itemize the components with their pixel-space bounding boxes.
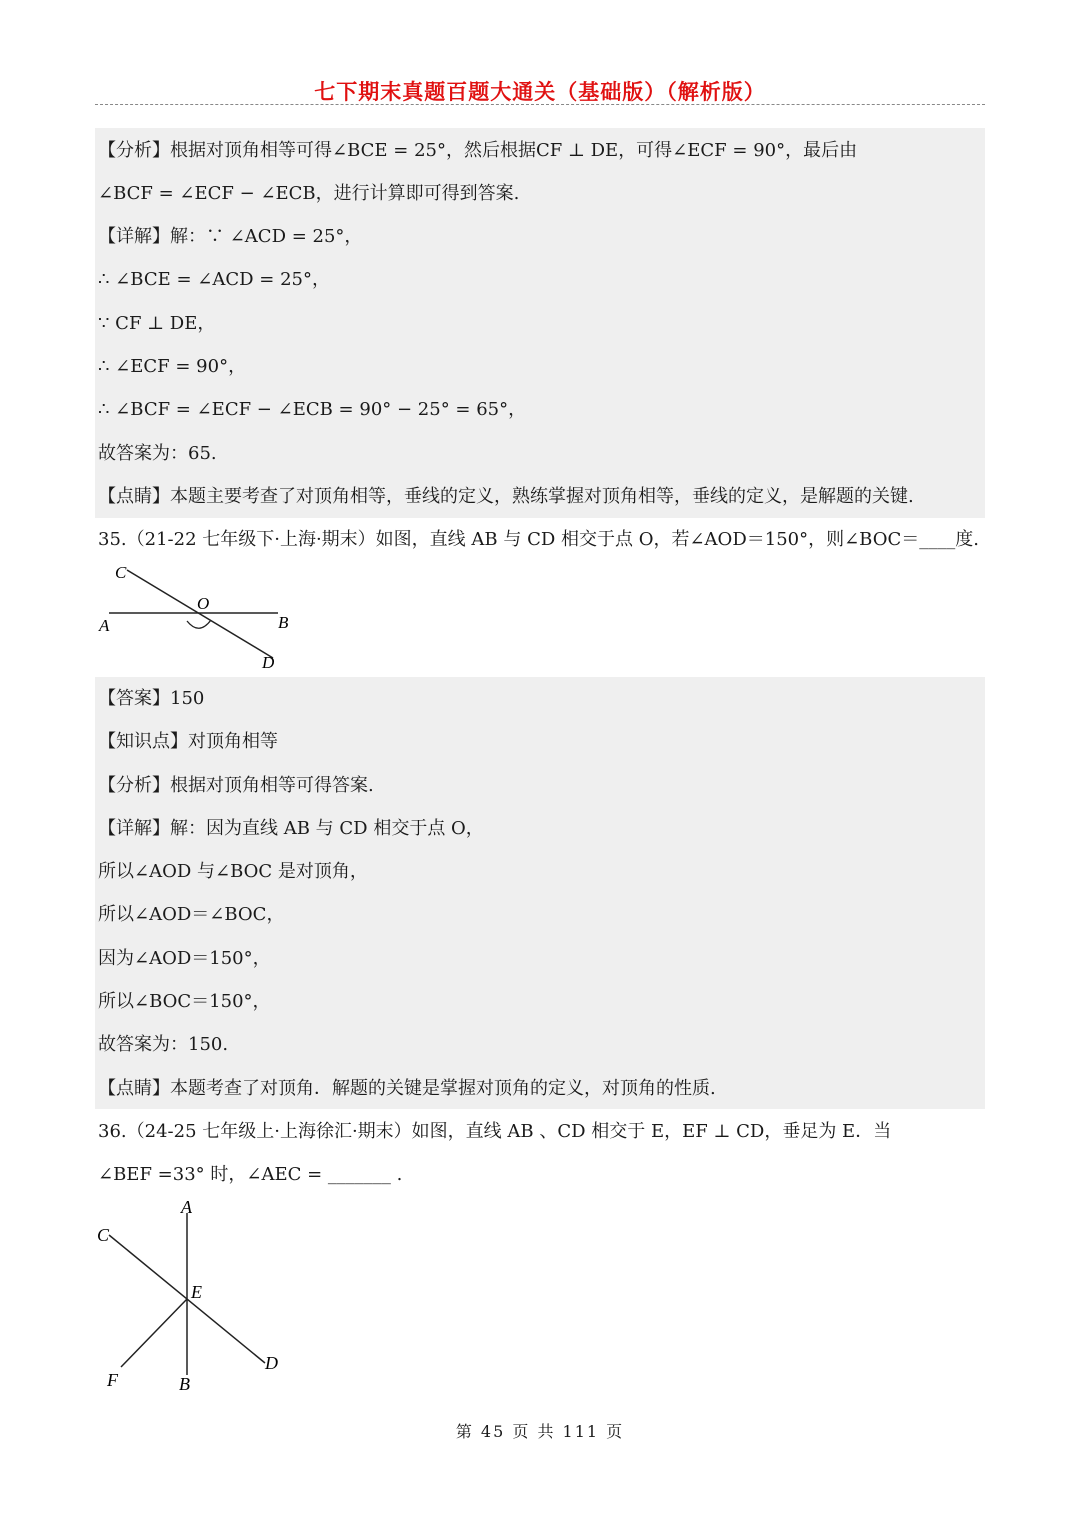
question-36-line1: 36.（24-25 七年级上·上海徐汇·期末）如图，直线 AB 、CD 相交于 E，EF ⊥ CD，垂足为 E．当 (98, 1121, 892, 1142)
question-35: 35.（21-22 七年级下·上海·期末）如图，直线 AB 与 CD 相交于点 O，若∠AOD＝150°，则∠BOC＝____度. (98, 529, 979, 550)
solution-line: 故答案为：65. (98, 443, 217, 464)
label-a: A (99, 616, 110, 635)
header-divider (95, 104, 985, 105)
solution-line: ∴ ∠ECF = 90°， (98, 356, 247, 377)
solution-line: ∴ ∠BCE = ∠ACD = 25°， (98, 269, 330, 290)
solution-line: 【详解】解：∵ ∠ACD = 25°， (98, 226, 363, 247)
document-header-title: 七下期末真题百题大通关（基础版）（解析版） (314, 80, 766, 104)
solution-line: 【分析】根据对顶角相等可得∠BCE = 25°，然后根据CF ⊥ DE，可得∠ECF = 90°，最后由 (98, 140, 858, 161)
label-c: C (97, 1225, 110, 1245)
solution-line: 所以∠BOC＝150°， (98, 991, 271, 1012)
solution-line: 【详解】解：因为直线 AB 与 CD 相交于点 O， (98, 818, 484, 839)
solution-line: 因为∠AOD＝150°， (98, 948, 271, 969)
label-d: D (265, 1353, 278, 1373)
solution-line: 所以∠AOD 与∠BOC 是对顶角， (98, 861, 368, 882)
label-o: O (197, 594, 210, 613)
solution-line: 【知识点】对顶角相等 (98, 731, 278, 752)
label-c: C (115, 563, 127, 582)
solution-line: ∵ CF ⊥ DE， (98, 313, 216, 334)
label-b: B (278, 613, 289, 632)
figure-36 (95, 1195, 295, 1395)
solution-line: 【答案】150 (98, 688, 205, 709)
label-f: F (107, 1370, 118, 1390)
label-a: A (181, 1197, 192, 1217)
label-d: D (262, 653, 275, 672)
page-number: 第 45 页 共 111 页 (455, 1422, 625, 1441)
solution-line: 故答案为：150. (98, 1034, 229, 1055)
solution-line: 【点睛】本题考查了对顶角．解题的关键是掌握对顶角的定义，对顶角的性质. (98, 1078, 716, 1099)
solution-line: 【分析】根据对顶角相等可得答案. (98, 775, 374, 796)
question-36-line2: ∠BEF =33° 时，∠AEC = _______ . (98, 1164, 403, 1185)
solution-line: 所以∠AOD＝∠BOC， (98, 904, 285, 925)
solution-line: ∠BCF = ∠ECF − ∠ECB，进行计算即可得到答案. (98, 183, 520, 204)
label-b: B (179, 1374, 190, 1394)
figure-35 (95, 558, 305, 673)
solution-line: 【点睛】本题主要考查了对顶角相等，垂线的定义，熟练掌握对顶角相等，垂线的定义，是解题的关键. (98, 486, 914, 507)
solution-line: ∴ ∠BCF = ∠ECF − ∠ECB = 90° − 25° = 65°， (98, 399, 527, 420)
label-e: E (191, 1282, 202, 1302)
